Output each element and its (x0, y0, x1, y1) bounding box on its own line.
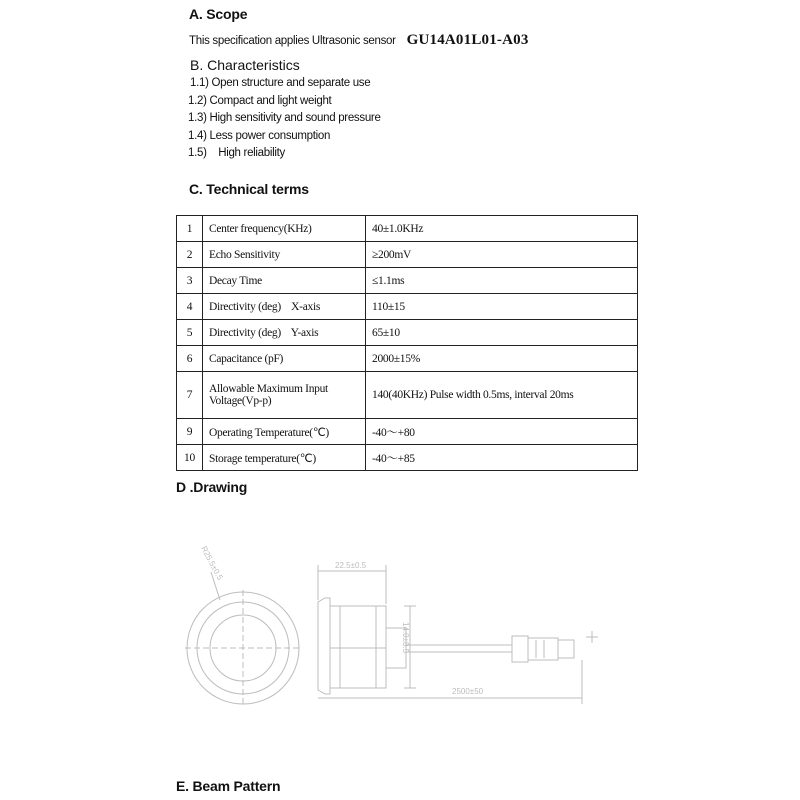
row-number: 9 (177, 419, 203, 445)
section-b-title: B. Characteristics (190, 57, 300, 73)
characteristic-item: 1.1) Open structure and separate use (190, 77, 371, 89)
value-cell: 140(40KHz) Pulse width 0.5ms, interval 20ms (366, 372, 638, 419)
value-cell: -40～+80 (366, 419, 638, 445)
row-number: 3 (177, 268, 203, 294)
parameter-cell: Capacitance (pF) (203, 346, 366, 372)
row-number: 1 (177, 216, 203, 242)
value-cell: ≤1.1ms (366, 268, 638, 294)
parameter-cell: Operating Temperature(℃) (203, 419, 366, 445)
dimension-lines (318, 565, 582, 704)
front-view (185, 572, 301, 706)
parameter-cell: Center frequency(KHz) (203, 216, 366, 242)
row-number: 10 (177, 445, 203, 471)
scope-text: This specification applies Ultrasonic sensor (189, 35, 396, 47)
row-number: 5 (177, 320, 203, 346)
side-view (318, 598, 598, 694)
parameter-cell: Directivity (deg) Y-axis (203, 320, 366, 346)
value-cell: 40±1.0KHz (366, 216, 638, 242)
characteristic-item: 1.2) Compact and light weight (188, 95, 332, 107)
section-d-title: D .Drawing (176, 479, 248, 495)
parameter-cell: Allowable Maximum Input Voltage(Vp-p) (203, 372, 366, 419)
dimension-cable-length-label: 2500±50 (452, 687, 484, 696)
section-e-title: E. Beam Pattern (176, 778, 281, 794)
dimension-front-dia-label: R25.5±0.5 (199, 544, 225, 582)
row-number: 4 (177, 294, 203, 320)
row-number: 6 (177, 346, 203, 372)
characteristic-item: 1.3) High sensitivity and sound pressure (188, 112, 381, 124)
section-c-title: C. Technical terms (189, 181, 309, 197)
value-cell: -40～+85 (366, 445, 638, 471)
parameter-cell: Storage temperature(℃) (203, 445, 366, 471)
characteristic-item: 1.5) High reliability (188, 147, 285, 159)
characteristic-item: 1.4) Less power consumption (188, 130, 331, 142)
value-cell: 110±15 (366, 294, 638, 320)
row-number: 7 (177, 372, 203, 419)
parameter-cell: Directivity (deg) X-axis (203, 294, 366, 320)
model-number: GU14A01L01-A03 (406, 32, 529, 48)
section-a-title: A. Scope (189, 6, 248, 22)
row-number: 2 (177, 242, 203, 268)
value-cell: 2000±15% (366, 346, 638, 372)
parameter-cell: Echo Sensitivity (203, 242, 366, 268)
dimension-height-label: 14.0±0.5 (401, 622, 410, 654)
parameter-cell: Decay Time (203, 268, 366, 294)
value-cell: 65±10 (366, 320, 638, 346)
dimension-width-label: 22.5±0.5 (335, 561, 367, 570)
value-cell: ≥200mV (366, 242, 638, 268)
